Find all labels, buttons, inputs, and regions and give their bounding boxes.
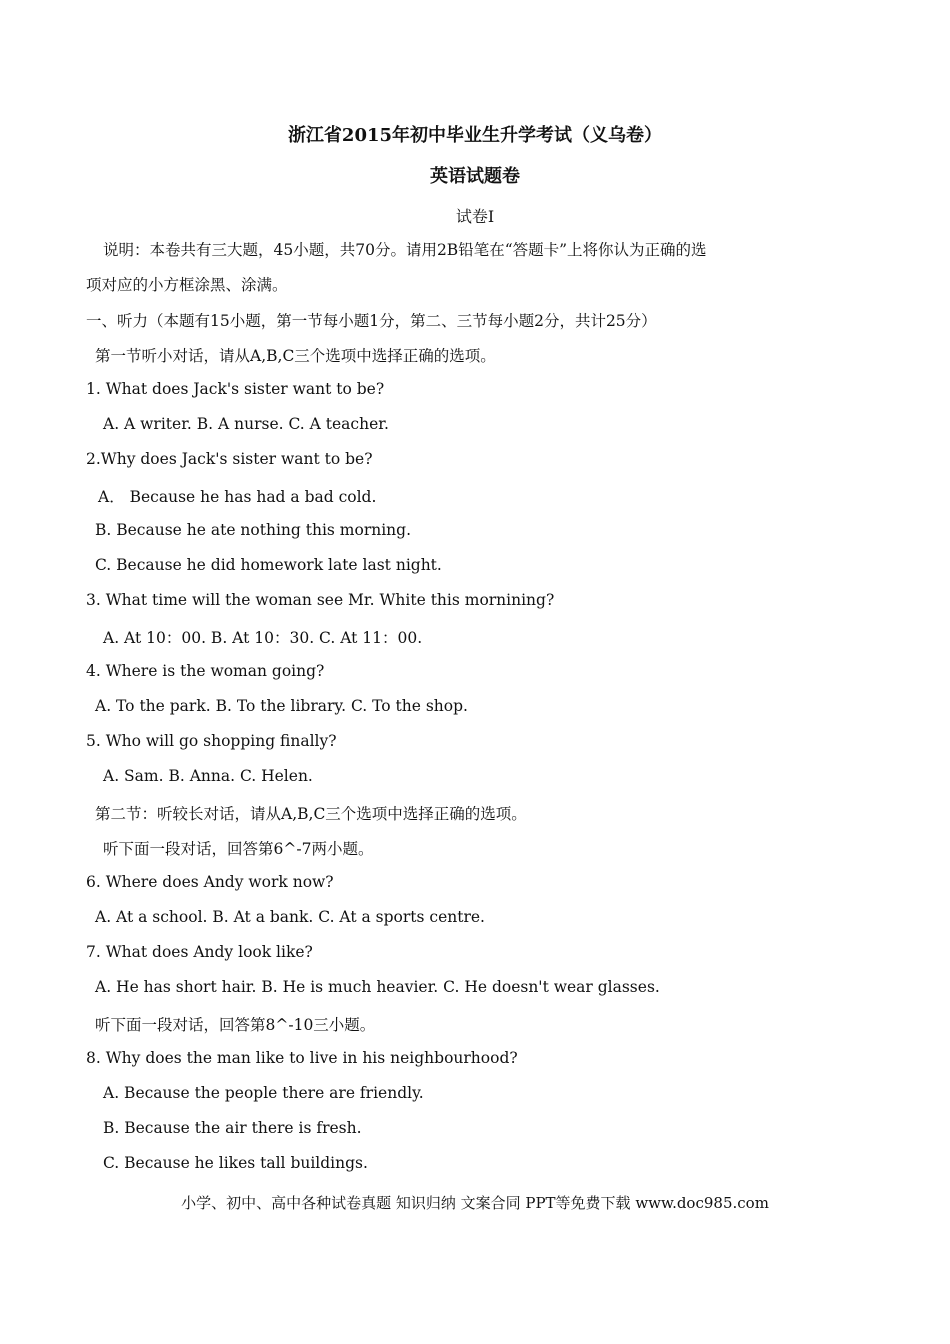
dialogue-note-6-7: 听下面一段对话，回答第6^-7两小题。 [103,840,374,858]
question-8-option-b: B. Because the air there is fresh. [103,1119,362,1137]
exam-title: 浙江省2015年初中毕业生升学考试（义乌卷） [287,125,663,146]
instructions-line-1: 说明：本卷共有三大题，45小题，共70分。请用2B铅笔在“答题卡”上将你认为正确的选 [103,241,707,259]
dialogue-note-8-10: 听下面一段对话，回答第8^-10三小题。 [95,1016,376,1034]
question-2-option-a: A． Because he has had a bad cold. [98,488,377,506]
question-7: 7. What does Andy look like? [86,943,313,961]
question-5: 5. Who will go shopping finally? [86,732,337,750]
question-8: 8. Why does the man like to live in his neighbourhood? [86,1049,518,1067]
question-1: 1. What does Jack's sister want to be? [86,380,385,398]
page-footer: 小学、初中、高中各种试卷真题 知识归纳 文案合同 PPT等免费下载 www.doc985.com [181,1194,769,1212]
question-8-option-a: A. Because the people there are friendly. [103,1084,424,1102]
question-4-options: A. To the park. B. To the library. C. To the shop. [95,697,468,715]
question-6-options: A. At a school. B. At a bank. C. At a sports centre. [95,908,485,926]
question-7-options: A. He has short hair. B. He is much heavier. C. He doesn't wear glasses. [95,978,660,996]
paper-label: 试卷Ⅰ [455,207,495,226]
question-3: 3. What time will the woman see Mr. White this mornining? [86,591,555,609]
question-2-option-c: C. Because he did homework late last night. [95,556,442,574]
question-8-option-c: C. Because he likes tall buildings. [103,1154,368,1172]
question-4: 4. Where is the woman going? [86,662,325,680]
section-heading: 一、听力（本题有15小题，第一节每小题1分，第二、三节每小题2分，共计25分） [86,312,657,330]
instructions-line-2: 项对应的小方框涂黑、涂满。 [86,276,288,294]
exam-subtitle: 英语试题卷 [430,166,520,187]
question-6: 6. Where does Andy work now? [86,873,334,891]
part-two-instruction: 第二节：听较长对话，请从A,B,C三个选项中选择正确的选项。 [95,805,527,823]
part-one-instruction: 第一节听小对话，请从A,B,C三个选项中选择正确的选项。 [95,347,496,365]
question-2: 2.Why does Jack's sister want to be? [86,450,373,468]
question-5-options: A. Sam. B. Anna. C. Helen. [103,767,313,785]
question-2-option-b: B. Because he ate nothing this morning. [95,521,411,539]
question-1-options: A. A writer. B. A nurse. C. A teacher. [103,415,389,433]
question-3-options: A. At 10：00. B. At 10：30. C. At 11：00. [103,629,423,647]
